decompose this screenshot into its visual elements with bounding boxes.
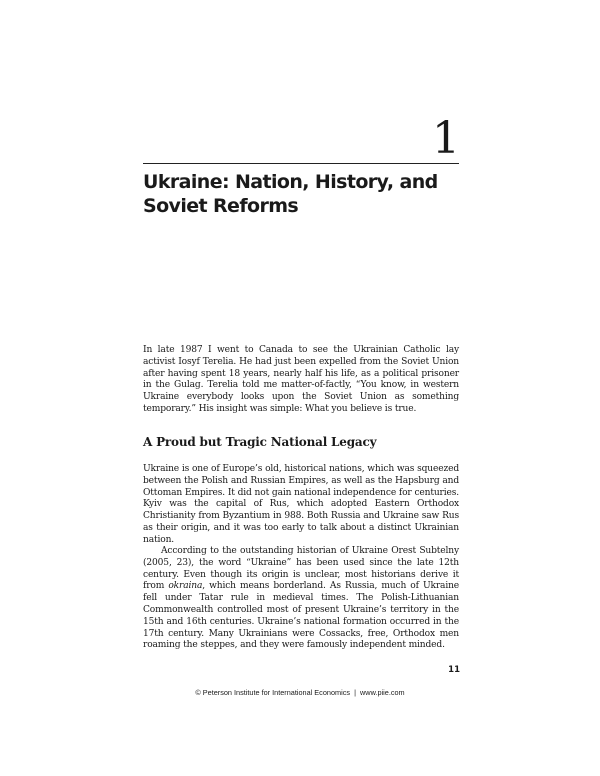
chapter-title-line-2: Soviet Reforms <box>143 195 299 217</box>
chapter-title-rule <box>143 163 459 164</box>
intro-paragraph: In late 1987 I went to Canada to see the Ukrainian Catholic lay activist Iosyf Terelia. He had just been expelled from the Soviet Union after having spent 18 years, nearly half his life, as a political prisoner in the Gulag. Terelia told me matter-of-factly, “You know, in western Ukraine everybody looks upon the Soviet Union as something temporary.” His insight was simple: What you believe is true. <box>143 345 459 414</box>
footer-publisher: © Peterson Institute for International Economics <box>195 688 350 697</box>
footer-separator: | <box>354 688 356 697</box>
okraina-term: okraina <box>168 581 203 592</box>
legacy-paragraph-2-part-1: According to the outstanding historian of Ukraine Orest Subtelny (2005, 23), the word “Ukraine” has been used since the late 12th century. Even though its origin is unclear, most historians derive it from <box>143 546 459 592</box>
legacy-paragraph-2 <box>143 546 459 652</box>
page-number: 11 <box>448 665 460 675</box>
chapter-title <box>143 170 463 218</box>
footer <box>0 688 600 697</box>
chapter-number: 1 <box>432 113 460 164</box>
section-heading: A Proud but Tragic National Legacy <box>143 435 377 449</box>
legacy-paragraph-1: Ukraine is one of Europe’s old, historical nations, which was squeezed between the Polish and Russian Empires, as well as the Hapsburg and Ottoman Empires. It did not gain national independence for centuries. Kyiv was the capital of Rus, which adopted Eastern Orthodox Christianity from Byzantium in 988. Both Russia and Ukraine saw Rus as their origin, and it was too early to talk about a distinct Ukrainian nation. <box>143 464 459 545</box>
footer-website-link[interactable]: www.piie.com <box>360 688 405 697</box>
chapter-title-line-1: Ukraine: Nation, History, and <box>143 171 438 193</box>
legacy-paragraph-2-part-2: , which means borderland. As Russia, much of Ukraine fell under Tatar rule in medieval times. The Polish-Lithuanian Commonwealth controlled most of present Ukraine’s territory in the 15th and 16th centuries. Ukraine’s national formation occurred in the 17th century. Many Ukrainians were Cossacks, free, Orthodox men roaming the steppes, and they were famously independent minded. <box>143 581 460 651</box>
